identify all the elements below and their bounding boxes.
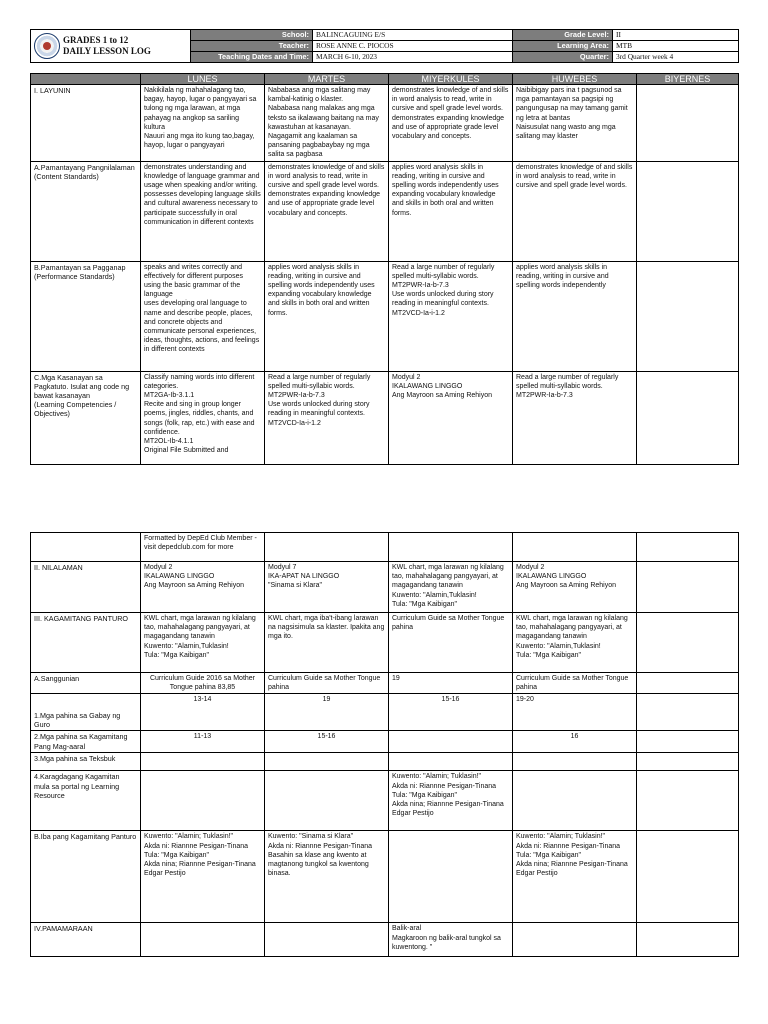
day-header: HUWEBES (513, 74, 637, 85)
table-cell (637, 731, 739, 753)
table-cell: Kuwento: "Alamin; Tuklasin!" Akda ni: Riannne Pesigan-Tinana Tula: "Mga Kaibigan" Akda nina; Riannne Pesigan-Tinana Edgar Pestijo (141, 831, 265, 923)
table-cell: 19 (389, 673, 513, 694)
table-cell: applies word analysis skills in reading, writing in cursive and spelling words independently uses expanding vocabulary knowledge and skills in both oral and written forms. (389, 161, 513, 261)
row-label: C.Mga Kasanayan sa Pagkatuto. Isulat ang code ng bawat kasanayan (Learning Competencies / Objectives) (31, 371, 141, 464)
table-cell: 11-13 (141, 731, 265, 753)
table-cell (637, 753, 739, 771)
deped-seal-logo (34, 33, 60, 59)
table-cell (389, 831, 513, 923)
school-label: School: (191, 30, 313, 41)
table-cell: KWL chart, mga larawan ng kilalang tao, mahahalagang pangyayari, at magagandang tanawin Kuwento: "Alamin,Tuklasin! Tula: "Mga Kaibigan" (389, 562, 513, 613)
table-cell: 19 (265, 694, 389, 731)
table-cell (637, 161, 739, 261)
table-cell (637, 562, 739, 613)
table-cell (389, 731, 513, 753)
kagamitan-row (31, 613, 739, 673)
sanggunian-row (31, 673, 739, 694)
table-cell: 13-14 (141, 694, 265, 731)
table-cell: Modyul 2 IKALAWANG LINGGO Ang Mayroon sa Aming Rehiyon (141, 562, 265, 613)
table-cell (265, 771, 389, 831)
table-cell (637, 371, 739, 464)
table-cell (265, 923, 389, 957)
teksbuk-row (31, 753, 739, 771)
table-cell: demonstrates understanding and knowledge of language grammar and usage when speaking and/or writing. possesses developing language skills and cultural awareness necessary to participate successfully in oral communication in different contexts (141, 161, 265, 261)
grade-label: Grade Level: (513, 30, 613, 41)
row-label: B.Pamantayan sa Pagganap (Performance Standards) (31, 261, 141, 371)
table-cell (141, 923, 265, 957)
dates-label: Teaching Dates and Time: (191, 52, 313, 63)
row-label: 4.Karagdagang Kagamitan mula sa portal ng Learning Resource (31, 771, 141, 831)
table-cell: Curriculum Guide 2016 sa Mother Tongue pahina 83,85 (141, 673, 265, 694)
day-header: BIYERNES (637, 74, 739, 85)
table-cell (637, 85, 739, 162)
iba-pang-kagamitan-row (31, 831, 739, 923)
layunin-row (31, 85, 739, 162)
row-label: I. LAYUNIN (31, 85, 141, 162)
karagdagang-row (31, 771, 739, 831)
table-cell: Modyul 2 IKALAWANG LINGGO Ang Mayroon sa Aming Rehiyon (513, 562, 637, 613)
day-header-row (31, 74, 739, 85)
table-cell: Classify naming words into different categories. MT2GA-Ib-3.1.1 Recite and sing in group longer poems, jingles, riddles, chants, and songs (folk, rap, etc.) with ease and confidence. MT2OL-Ib-4.1.1 Original File Submitted and (141, 371, 265, 464)
table-cell (637, 613, 739, 673)
teacher-value: ROSE ANNE C. PIOCOS (313, 41, 513, 52)
table-cell: demonstrates knowledge of and skills in word analysis to read, write in cursive and spell grade level words. (513, 161, 637, 261)
row-label: B.Iba pang Kagamitang Panturo (31, 831, 141, 923)
table-cell (637, 533, 739, 562)
table-cell: applies word analysis skills in reading, writing in cursive and spelling words independently uses expanding vocabulary knowledge and skills in both oral and written forms. (265, 261, 389, 371)
table-cell: Balik-aral Magkaroon ng balik-aral tungkol sa kuwentong. " (389, 923, 513, 957)
gabay-row (31, 694, 739, 731)
table-cell (141, 753, 265, 771)
table-cell (265, 533, 389, 562)
table-cell: Curriculum Guide sa Mother Tongue pahina (389, 613, 513, 673)
table-cell: Curriculum Guide sa Mother Tongue pahina (513, 673, 637, 694)
table-cell (389, 533, 513, 562)
row-label: 3.Mga pahina sa Teksbuk (31, 753, 141, 771)
table-cell (141, 771, 265, 831)
kagamitang-mag-aaral-row (31, 731, 739, 753)
day-header: LUNES (141, 74, 265, 85)
table-cell: Nababasa ang mga salitang may kambal-katinig o klaster. Nababasa nang malakas ang mga teksto sa ikalawang baitang na may kawastuhan at kasanayan. Nagagamit ang kaalaman sa pansaning pagbabaybay ng mga salita sa pagbasa (265, 85, 389, 162)
table-cell (637, 831, 739, 923)
title-line-1: GRADES 1 to 12 (63, 35, 129, 45)
pamamaraan-row (31, 923, 739, 957)
table-cell: Kuwento: "Sinama si Klara" Akda ni: Riannne Pesigan-Tinana Basahin sa klase ang kwento at magtanong tungkol sa kwentong binasa. (265, 831, 389, 923)
table-cell: 16 (513, 731, 637, 753)
table-cell (513, 771, 637, 831)
corner-header (31, 74, 141, 85)
row-label: 1.Mga pahina sa Gabay ng Guro (31, 694, 141, 731)
title-line-2: DAILY LESSON LOG (63, 46, 151, 56)
table-cell: Read a large number of regularly spelled multi-syllabic words. MT2PWR-Ia-b-7.3 Use words unlocked during story reading in meaningful contexts. MT2VCD-Ia-i-1.2 (265, 371, 389, 464)
table-cell (637, 771, 739, 831)
table-cell (637, 673, 739, 694)
header-table (30, 29, 739, 63)
table-cell: KWL chart, mga iba't-ibang larawan na nagsisimula sa klaster. Ipakita ang mga ito. (265, 613, 389, 673)
row-label: 2.Mga pahina sa Kagamitang Pang Mag-aaral (31, 731, 141, 753)
school-value: BALINCAGUING E/S (313, 30, 513, 41)
table-cell (265, 753, 389, 771)
quarter-value: 3rd Quarter week 4 (613, 52, 739, 63)
table-cell: 19-20 (513, 694, 637, 731)
row-label: II. NILALAMAN (31, 562, 141, 613)
formatted-note: Formatted by DepEd Club Member - visit depedclub.com for more (141, 533, 265, 562)
table-cell (31, 533, 141, 562)
dates-value: MARCH 6-10, 2023 (313, 52, 513, 63)
table-cell: Curriculum Guide sa Mother Tongue pahina (265, 673, 389, 694)
table-cell: KWL chart, mga larawan ng kilalang tao, mahahalagang pangyayari, at magagandang tanawin Kuwento: "Alamin,Tuklasin! Tula: "Mga Kaibigan" (513, 613, 637, 673)
table-cell: 15-16 (265, 731, 389, 753)
continuation-row (31, 533, 739, 562)
row-label: A.Sanggunian (31, 673, 141, 694)
document-title (63, 35, 151, 57)
table-cell: speaks and writes correctly and effectively for different purposes using the basic grammar of the language uses developing oral language to name and describe people, places, and concrete objects and communicate personal experiences, ideas, thoughts, actions, and feelings in different contexts (141, 261, 265, 371)
nilalaman-row (31, 562, 739, 613)
row-label: A.Pamantayang Pangnilalaman (Content Standards) (31, 161, 141, 261)
table-cell (637, 694, 739, 731)
table-cell: demonstrates knowledge of and skills in word analysis to read, write in cursive and spell grade level words. demonstrates expanding knowledge and use of appropriate grade level vocabulary and concepts. (389, 85, 513, 162)
table-cell: applies word analysis skills in reading, writing in cursive and spelling words independently (513, 261, 637, 371)
table-cell: Nakikilala ng mahahalagang tao, bagay, hayop, lugar o pangyayari sa tulong ng mga larawan, at mga pahayag na angkop sa sariling kultura Nauuri ang mga ito kung tao,bagay, hayop, lugar o pangyayari (141, 85, 265, 162)
table-cell (513, 753, 637, 771)
competencies-row (31, 371, 739, 464)
table-cell (637, 261, 739, 371)
area-label: Learning Area: (513, 41, 613, 52)
table-cell: Kuwento: "Alamin; Tuklasin!" Akda ni: Riannne Pesigan-Tinana Tula: "Mga Kaibigan" Akda nina; Riannne Pesigan-Tinana Edgar Pestijo (513, 831, 637, 923)
table-cell: demonstrates knowledge of and skills in word analysis to read, write in cursive and spell grade level words. demonstrates expanding knowledge and use of appropriate grade level vocabulary and concepts. (265, 161, 389, 261)
row-label: III. KAGAMITANG PANTURO (31, 613, 141, 673)
table-cell: Modyul 2 IKALAWANG LINGGO Ang Mayroon sa Aming Rehiyon (389, 371, 513, 464)
grade-value: II (613, 30, 739, 41)
table-cell: Read a large number of regularly spelled multi-syllabic words. MT2PWR-Ia-b-7.3 Use words unlocked during story reading in meaningful contexts. MT2VCD-Ia-i-1.2 (389, 261, 513, 371)
teacher-label: Teacher: (191, 41, 313, 52)
table-cell: Naibibigay pars ina t pagsunod sa mga pamantayan sa pagsipi ng pangungusap na may tamang gamit ng letra at bantas Naisusulat nang wasto ang mga salitang may klaster (513, 85, 637, 162)
table-cell: Kuwento: "Alamin; Tuklasin!" Akda ni: Riannne Pesigan-Tinana Tula: "Mga Kaibigan" Akda nina; Riannne Pesigan-Tinana Edgar Pestijo (389, 771, 513, 831)
content-standards-row (31, 161, 739, 261)
day-header: MARTES (265, 74, 389, 85)
day-header: MIYERKULES (389, 74, 513, 85)
table-cell (389, 753, 513, 771)
table-cell: 15-16 (389, 694, 513, 731)
lesson-table-part2 (30, 532, 739, 957)
table-cell (513, 923, 637, 957)
row-label: IV.PAMAMARAAN (31, 923, 141, 957)
table-cell: Read a large number of regularly spelled multi-syllabic words. MT2PWR-Ia-b-7.3 (513, 371, 637, 464)
table-cell: KWL chart, mga larawan ng kilalang tao, mahahalagang pangyayari, at magagandang tanawin Kuwento: "Alamin,Tuklasin! Tula: "Mga Kaibigan" (141, 613, 265, 673)
table-cell (637, 923, 739, 957)
table-cell: Modyul 7 IKA-APAT NA LINGGO "Sinama si Klara" (265, 562, 389, 613)
area-value: MTB (613, 41, 739, 52)
table-cell (513, 533, 637, 562)
logo-title-cell (31, 30, 191, 63)
performance-standards-row (31, 261, 739, 371)
quarter-label: Quarter: (513, 52, 613, 63)
lesson-table-part1 (30, 73, 739, 465)
